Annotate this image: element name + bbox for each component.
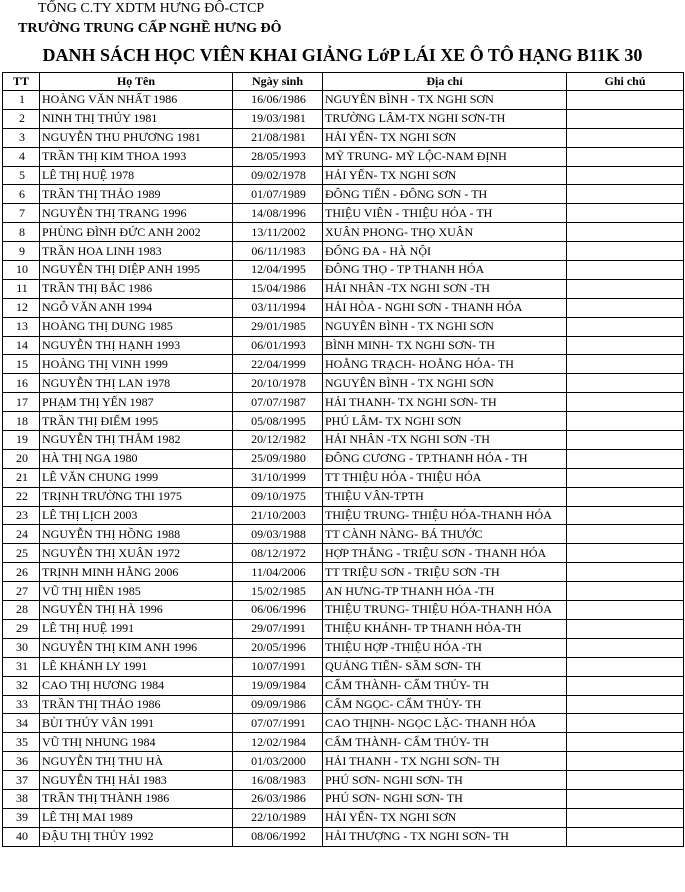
- cell-name: NGUYỄN THU PHƯƠNG 1981: [40, 128, 233, 147]
- cell-address: HẢI YẾN- TX NGHI SƠN: [323, 166, 567, 185]
- table-row: [3, 355, 684, 374]
- cell-dob: 08/12/1972: [233, 544, 323, 563]
- cell-address: THIỆU TRUNG- THIỆU HÓA-THANH HÓA: [323, 506, 567, 525]
- cell-name: VŨ THỊ HIỀN 1985: [40, 582, 233, 601]
- cell-address: NGUYÊN BÌNH - TX NGHI SƠN: [323, 91, 567, 110]
- cell-address: CAO THỊNH- NGỌC LẶC- THANH HÓA: [323, 714, 567, 733]
- table-row: [3, 242, 684, 261]
- cell-note: [567, 506, 684, 525]
- table-row: [3, 638, 684, 657]
- cell-note: [567, 638, 684, 657]
- table-header-row: [3, 73, 684, 91]
- cell-name: NGUYỄN THỊ TRANG 1996: [40, 204, 233, 223]
- cell-dob: 09/09/1986: [233, 695, 323, 714]
- cell-dob: 19/03/1981: [233, 109, 323, 128]
- cell-name: TRẦN THỊ THÀNH 1986: [40, 789, 233, 808]
- cell-tt: 38: [3, 789, 40, 808]
- cell-address: PHÚ LÂM- TX NGHI SƠN: [323, 412, 567, 431]
- cell-tt: 3: [3, 128, 40, 147]
- cell-address: NGUYÊN BÌNH - TX NGHI SƠN: [323, 317, 567, 336]
- cell-name: PHÙNG ĐÌNH ĐỨC ANH 2002: [40, 223, 233, 242]
- cell-tt: 25: [3, 544, 40, 563]
- company-name: TỔNG C.TY XDTM HƯNG ĐÔ-CTCP: [38, 1, 265, 16]
- cell-tt: 31: [3, 657, 40, 676]
- cell-tt: 39: [3, 808, 40, 827]
- table-row: [3, 147, 684, 166]
- cell-tt: 22: [3, 487, 40, 506]
- table-row: [3, 619, 684, 638]
- cell-address: THIỆU KHÁNH- TP THANH HÓA-TH: [323, 619, 567, 638]
- cell-tt: 11: [3, 279, 40, 298]
- cell-name: TRẦN THỊ KIM THOA 1993: [40, 147, 233, 166]
- cell-dob: 21/08/1981: [233, 128, 323, 147]
- cell-dob: 13/11/2002: [233, 223, 323, 242]
- cell-note: [567, 204, 684, 223]
- cell-dob: 29/07/1991: [233, 619, 323, 638]
- cell-tt: 12: [3, 298, 40, 317]
- cell-dob: 07/07/1991: [233, 714, 323, 733]
- cell-note: [567, 525, 684, 544]
- cell-dob: 31/10/1999: [233, 468, 323, 487]
- cell-name: LÊ THỊ MAI 1989: [40, 808, 233, 827]
- cell-name: LÊ VĂN CHUNG 1999: [40, 468, 233, 487]
- cell-name: PHẠM THỊ YẾN 1987: [40, 393, 233, 412]
- cell-address: HẢI THANH - TX NGHI SƠN- TH: [323, 752, 567, 771]
- cell-name: TRỊNH TRƯỜNG THI 1975: [40, 487, 233, 506]
- cell-tt: 10: [3, 261, 40, 280]
- cell-name: NGUYỄN THỊ DIỆP ANH 1995: [40, 261, 233, 280]
- table-row: [3, 771, 684, 790]
- cell-note: [567, 393, 684, 412]
- table-row: [3, 544, 684, 563]
- cell-address: ĐÔNG THỌ - TP THANH HÓA: [323, 261, 567, 280]
- cell-note: [567, 714, 684, 733]
- cell-tt: 8: [3, 223, 40, 242]
- cell-name: LÊ THỊ LỊCH 2003: [40, 506, 233, 525]
- cell-name: NGUYỄN THỊ HỒNG 1988: [40, 525, 233, 544]
- cell-address: HẢI NHÂN -TX NGHI SƠN -TH: [323, 279, 567, 298]
- cell-name: HOÀNG THỊ VINH 1999: [40, 355, 233, 374]
- table-row: [3, 431, 684, 450]
- cell-dob: 20/10/1978: [233, 374, 323, 393]
- table-row: [3, 128, 684, 147]
- cell-address: MỸ TRUNG- MỸ LỘC-NAM ĐỊNH: [323, 147, 567, 166]
- cell-dob: 10/07/1991: [233, 657, 323, 676]
- cell-address: ĐÔNG TIẾN - ĐÔNG SƠN - TH: [323, 185, 567, 204]
- cell-dob: 19/09/1984: [233, 676, 323, 695]
- cell-note: [567, 166, 684, 185]
- table-row: [3, 657, 684, 676]
- cell-note: [567, 317, 684, 336]
- cell-name: TRẦN THỊ THẢO 1989: [40, 185, 233, 204]
- cell-address: THIỆU TRUNG- THIỆU HÓA-THANH HÓA: [323, 601, 567, 620]
- cell-tt: 40: [3, 827, 40, 846]
- table-row: [3, 185, 684, 204]
- cell-address: HẢI HÒA - NGHI SƠN - THANH HÓA: [323, 298, 567, 317]
- cell-tt: 29: [3, 619, 40, 638]
- cell-note: [567, 619, 684, 638]
- cell-name: NGUYỄN THỊ HẠNH 1993: [40, 336, 233, 355]
- cell-name: NGUYỄN THỊ HẢI 1983: [40, 771, 233, 790]
- cell-note: [567, 695, 684, 714]
- cell-address: THIỆU VÂN-TPTH: [323, 487, 567, 506]
- cell-dob: 22/10/1989: [233, 808, 323, 827]
- cell-tt: 27: [3, 582, 40, 601]
- cell-dob: 25/09/1980: [233, 449, 323, 468]
- cell-name: NGUYỄN THỊ LAN 1978: [40, 374, 233, 393]
- table-row: [3, 601, 684, 620]
- cell-address: TRƯỜNG LÂM-TX NGHI SƠN-TH: [323, 109, 567, 128]
- cell-note: [567, 827, 684, 846]
- column-header-name: Họ Tên: [40, 73, 233, 91]
- cell-note: [567, 374, 684, 393]
- table-row: [3, 261, 684, 280]
- cell-name: HOÀNG THỊ DUNG 1985: [40, 317, 233, 336]
- cell-address: ĐÔNG CƯƠNG - TP.THANH HÓA - TH: [323, 449, 567, 468]
- cell-note: [567, 223, 684, 242]
- cell-tt: 16: [3, 374, 40, 393]
- cell-name: NGÔ VĂN ANH 1994: [40, 298, 233, 317]
- cell-tt: 1: [3, 91, 40, 110]
- cell-name: HÀ THỊ NGA 1980: [40, 449, 233, 468]
- cell-note: [567, 808, 684, 827]
- cell-name: TRẦN HOA LINH 1983: [40, 242, 233, 261]
- cell-dob: 20/12/1982: [233, 431, 323, 450]
- cell-tt: 15: [3, 355, 40, 374]
- cell-note: [567, 544, 684, 563]
- cell-dob: 22/04/1999: [233, 355, 323, 374]
- cell-note: [567, 771, 684, 790]
- table-row: [3, 563, 684, 582]
- cell-dob: 21/10/2003: [233, 506, 323, 525]
- cell-dob: 06/11/1983: [233, 242, 323, 261]
- cell-note: [567, 657, 684, 676]
- table-row: [3, 204, 684, 223]
- cell-note: [567, 487, 684, 506]
- cell-note: [567, 431, 684, 450]
- table-row: [3, 789, 684, 808]
- cell-note: [567, 733, 684, 752]
- cell-note: [567, 128, 684, 147]
- cell-name: TRẦN THỊ BẮC 1986: [40, 279, 233, 298]
- cell-name: BÙI THÚY VÂN 1991: [40, 714, 233, 733]
- cell-dob: 11/04/2006: [233, 563, 323, 582]
- table-row: [3, 393, 684, 412]
- cell-tt: 36: [3, 752, 40, 771]
- cell-dob: 15/02/1985: [233, 582, 323, 601]
- cell-address: BÌNH MINH- TX NGHI SƠN- TH: [323, 336, 567, 355]
- table-row: [3, 374, 684, 393]
- cell-dob: 05/08/1995: [233, 412, 323, 431]
- cell-note: [567, 261, 684, 280]
- cell-note: [567, 242, 684, 261]
- cell-tt: 24: [3, 525, 40, 544]
- cell-name: LÊ KHÁNH LY 1991: [40, 657, 233, 676]
- table-row: [3, 449, 684, 468]
- cell-name: NGUYỄN THỊ HÀ 1996: [40, 601, 233, 620]
- cell-address: HOẰNG TRẠCH- HOẰNG HÓA- TH: [323, 355, 567, 374]
- table-row: [3, 733, 684, 752]
- cell-note: [567, 676, 684, 695]
- cell-tt: 19: [3, 431, 40, 450]
- cell-note: [567, 412, 684, 431]
- cell-address: CẨM NGỌC- CẨM THỦY- TH: [323, 695, 567, 714]
- cell-address: ĐỐNG ĐA - HÀ NỘI: [323, 242, 567, 261]
- cell-name: LÊ THỊ HUỆ 1978: [40, 166, 233, 185]
- cell-dob: 29/01/1985: [233, 317, 323, 336]
- cell-dob: 26/03/1986: [233, 789, 323, 808]
- cell-tt: 18: [3, 412, 40, 431]
- table-row: [3, 695, 684, 714]
- cell-note: [567, 601, 684, 620]
- table-row: [3, 808, 684, 827]
- cell-tt: 4: [3, 147, 40, 166]
- cell-dob: 16/08/1983: [233, 771, 323, 790]
- cell-note: [567, 185, 684, 204]
- roster-body: [3, 91, 684, 847]
- cell-tt: 26: [3, 563, 40, 582]
- cell-name: NGUYỄN THỊ THẮM 1982: [40, 431, 233, 450]
- column-header-tt: TT: [3, 73, 40, 91]
- cell-address: TT THIỆU HÓA - THIỆU HÓA: [323, 468, 567, 487]
- cell-dob: 15/04/1986: [233, 279, 323, 298]
- table-row: [3, 166, 684, 185]
- cell-name: NINH THỊ THÚY 1981: [40, 109, 233, 128]
- cell-note: [567, 468, 684, 487]
- cell-tt: 35: [3, 733, 40, 752]
- cell-dob: 07/07/1987: [233, 393, 323, 412]
- cell-tt: 9: [3, 242, 40, 261]
- cell-tt: 23: [3, 506, 40, 525]
- document-title: DANH SÁCH HỌC VIÊN KHAI GIẢNG LớP LÁI XE Ô TÔ HẠNG B11K 30: [42, 45, 643, 65]
- cell-note: [567, 752, 684, 771]
- cell-address: HẢI YẾN- TX NGHI SƠN: [323, 808, 567, 827]
- cell-note: [567, 789, 684, 808]
- cell-name: HOÀNG VĂN NHẤT 1986: [40, 91, 233, 110]
- cell-tt: 28: [3, 601, 40, 620]
- table-row: [3, 317, 684, 336]
- cell-name: TRỊNH MINH HẰNG 2006: [40, 563, 233, 582]
- table-row: [3, 582, 684, 601]
- cell-note: [567, 355, 684, 374]
- cell-dob: 14/08/1996: [233, 204, 323, 223]
- student-roster-table: [2, 72, 684, 847]
- cell-dob: 01/03/2000: [233, 752, 323, 771]
- cell-note: [567, 449, 684, 468]
- cell-name: ĐẬU THỊ THỦY 1992: [40, 827, 233, 846]
- cell-name: LÊ THỊ HUỆ 1991: [40, 619, 233, 638]
- column-header-note: Ghi chú: [567, 73, 684, 91]
- cell-dob: 16/06/1986: [233, 91, 323, 110]
- cell-dob: 09/02/1978: [233, 166, 323, 185]
- cell-tt: 13: [3, 317, 40, 336]
- cell-dob: 08/06/1992: [233, 827, 323, 846]
- cell-tt: 21: [3, 468, 40, 487]
- cell-dob: 12/04/1995: [233, 261, 323, 280]
- table-row: [3, 91, 684, 110]
- column-header-dob: Ngày sinh: [233, 73, 323, 91]
- cell-note: [567, 582, 684, 601]
- cell-dob: 20/05/1996: [233, 638, 323, 657]
- table-row: [3, 752, 684, 771]
- cell-tt: 14: [3, 336, 40, 355]
- cell-address: AN HƯNG-TP THANH HÓA -TH: [323, 582, 567, 601]
- cell-note: [567, 109, 684, 128]
- table-row: [3, 676, 684, 695]
- cell-address: NGUYÊN BÌNH - TX NGHI SƠN: [323, 374, 567, 393]
- cell-tt: 33: [3, 695, 40, 714]
- column-header-address: Địa chỉ: [323, 73, 567, 91]
- table-row: [3, 506, 684, 525]
- cell-address: THIỆU HỢP -THIỆU HÓA -TH: [323, 638, 567, 657]
- table-row: [3, 279, 684, 298]
- cell-name: CAO THỊ HƯƠNG 1984: [40, 676, 233, 695]
- cell-address: PHÚ SƠN- NGHI SƠN- TH: [323, 789, 567, 808]
- table-row: [3, 714, 684, 733]
- cell-tt: 20: [3, 449, 40, 468]
- table-row: [3, 336, 684, 355]
- cell-note: [567, 279, 684, 298]
- table-row: [3, 487, 684, 506]
- cell-dob: 09/03/1988: [233, 525, 323, 544]
- cell-note: [567, 336, 684, 355]
- cell-address: TT TRIỆU SƠN - TRIỆU SƠN -TH: [323, 563, 567, 582]
- cell-tt: 30: [3, 638, 40, 657]
- table-row: [3, 109, 684, 128]
- table-row: [3, 412, 684, 431]
- cell-note: [567, 147, 684, 166]
- cell-tt: 37: [3, 771, 40, 790]
- cell-note: [567, 563, 684, 582]
- cell-name: VŨ THỊ NHUNG 1984: [40, 733, 233, 752]
- cell-address: HỢP THẮNG - TRIỆU SƠN - THANH HÓA: [323, 544, 567, 563]
- table-row: [3, 468, 684, 487]
- cell-tt: 32: [3, 676, 40, 695]
- cell-note: [567, 298, 684, 317]
- cell-dob: 03/11/1994: [233, 298, 323, 317]
- table-row: [3, 298, 684, 317]
- school-name: TRƯỜNG TRUNG CẤP NGHỀ HƯNG ĐÔ: [18, 21, 282, 36]
- cell-address: THIỆU VIÊN - THIỆU HÓA - TH: [323, 204, 567, 223]
- cell-address: TT CÀNH NÀNG- BÁ THƯỚC: [323, 525, 567, 544]
- cell-dob: 06/01/1993: [233, 336, 323, 355]
- cell-address: HẢI THANH- TX NGHI SƠN- TH: [323, 393, 567, 412]
- cell-address: PHÚ SƠN- NGHI SƠN- TH: [323, 771, 567, 790]
- table-row: [3, 223, 684, 242]
- cell-tt: 7: [3, 204, 40, 223]
- cell-dob: 01/07/1989: [233, 185, 323, 204]
- cell-dob: 28/05/1993: [233, 147, 323, 166]
- cell-address: HẢI THƯỢNG - TX NGHI SƠN- TH: [323, 827, 567, 846]
- cell-tt: 6: [3, 185, 40, 204]
- cell-name: NGUYỄN THỊ KIM ANH 1996: [40, 638, 233, 657]
- cell-address: XUÂN PHONG- THỌ XUÂN: [323, 223, 567, 242]
- cell-tt: 2: [3, 109, 40, 128]
- cell-dob: 09/10/1975: [233, 487, 323, 506]
- cell-tt: 34: [3, 714, 40, 733]
- cell-dob: 06/06/1996: [233, 601, 323, 620]
- cell-address: QUẢNG TIẾN- SẦM SƠN- TH: [323, 657, 567, 676]
- table-row: [3, 525, 684, 544]
- table-row: [3, 827, 684, 846]
- cell-name: NGUYỄN THỊ XUÂN 1972: [40, 544, 233, 563]
- cell-tt: 5: [3, 166, 40, 185]
- cell-address: CẨM THÀNH- CẨM THỦY- TH: [323, 733, 567, 752]
- cell-note: [567, 91, 684, 110]
- cell-name: TRẦN THỊ THẢO 1986: [40, 695, 233, 714]
- cell-dob: 12/02/1984: [233, 733, 323, 752]
- cell-name: NGUYỄN THỊ THU HÀ: [40, 752, 233, 771]
- cell-address: CẨM THÀNH- CẨM THỦY- TH: [323, 676, 567, 695]
- cell-name: TRẦN THỊ ĐIỂM 1995: [40, 412, 233, 431]
- cell-tt: 17: [3, 393, 40, 412]
- cell-address: HẢI NHÂN -TX NGHI SƠN -TH: [323, 431, 567, 450]
- cell-address: HẢI YẾN- TX NGHI SƠN: [323, 128, 567, 147]
